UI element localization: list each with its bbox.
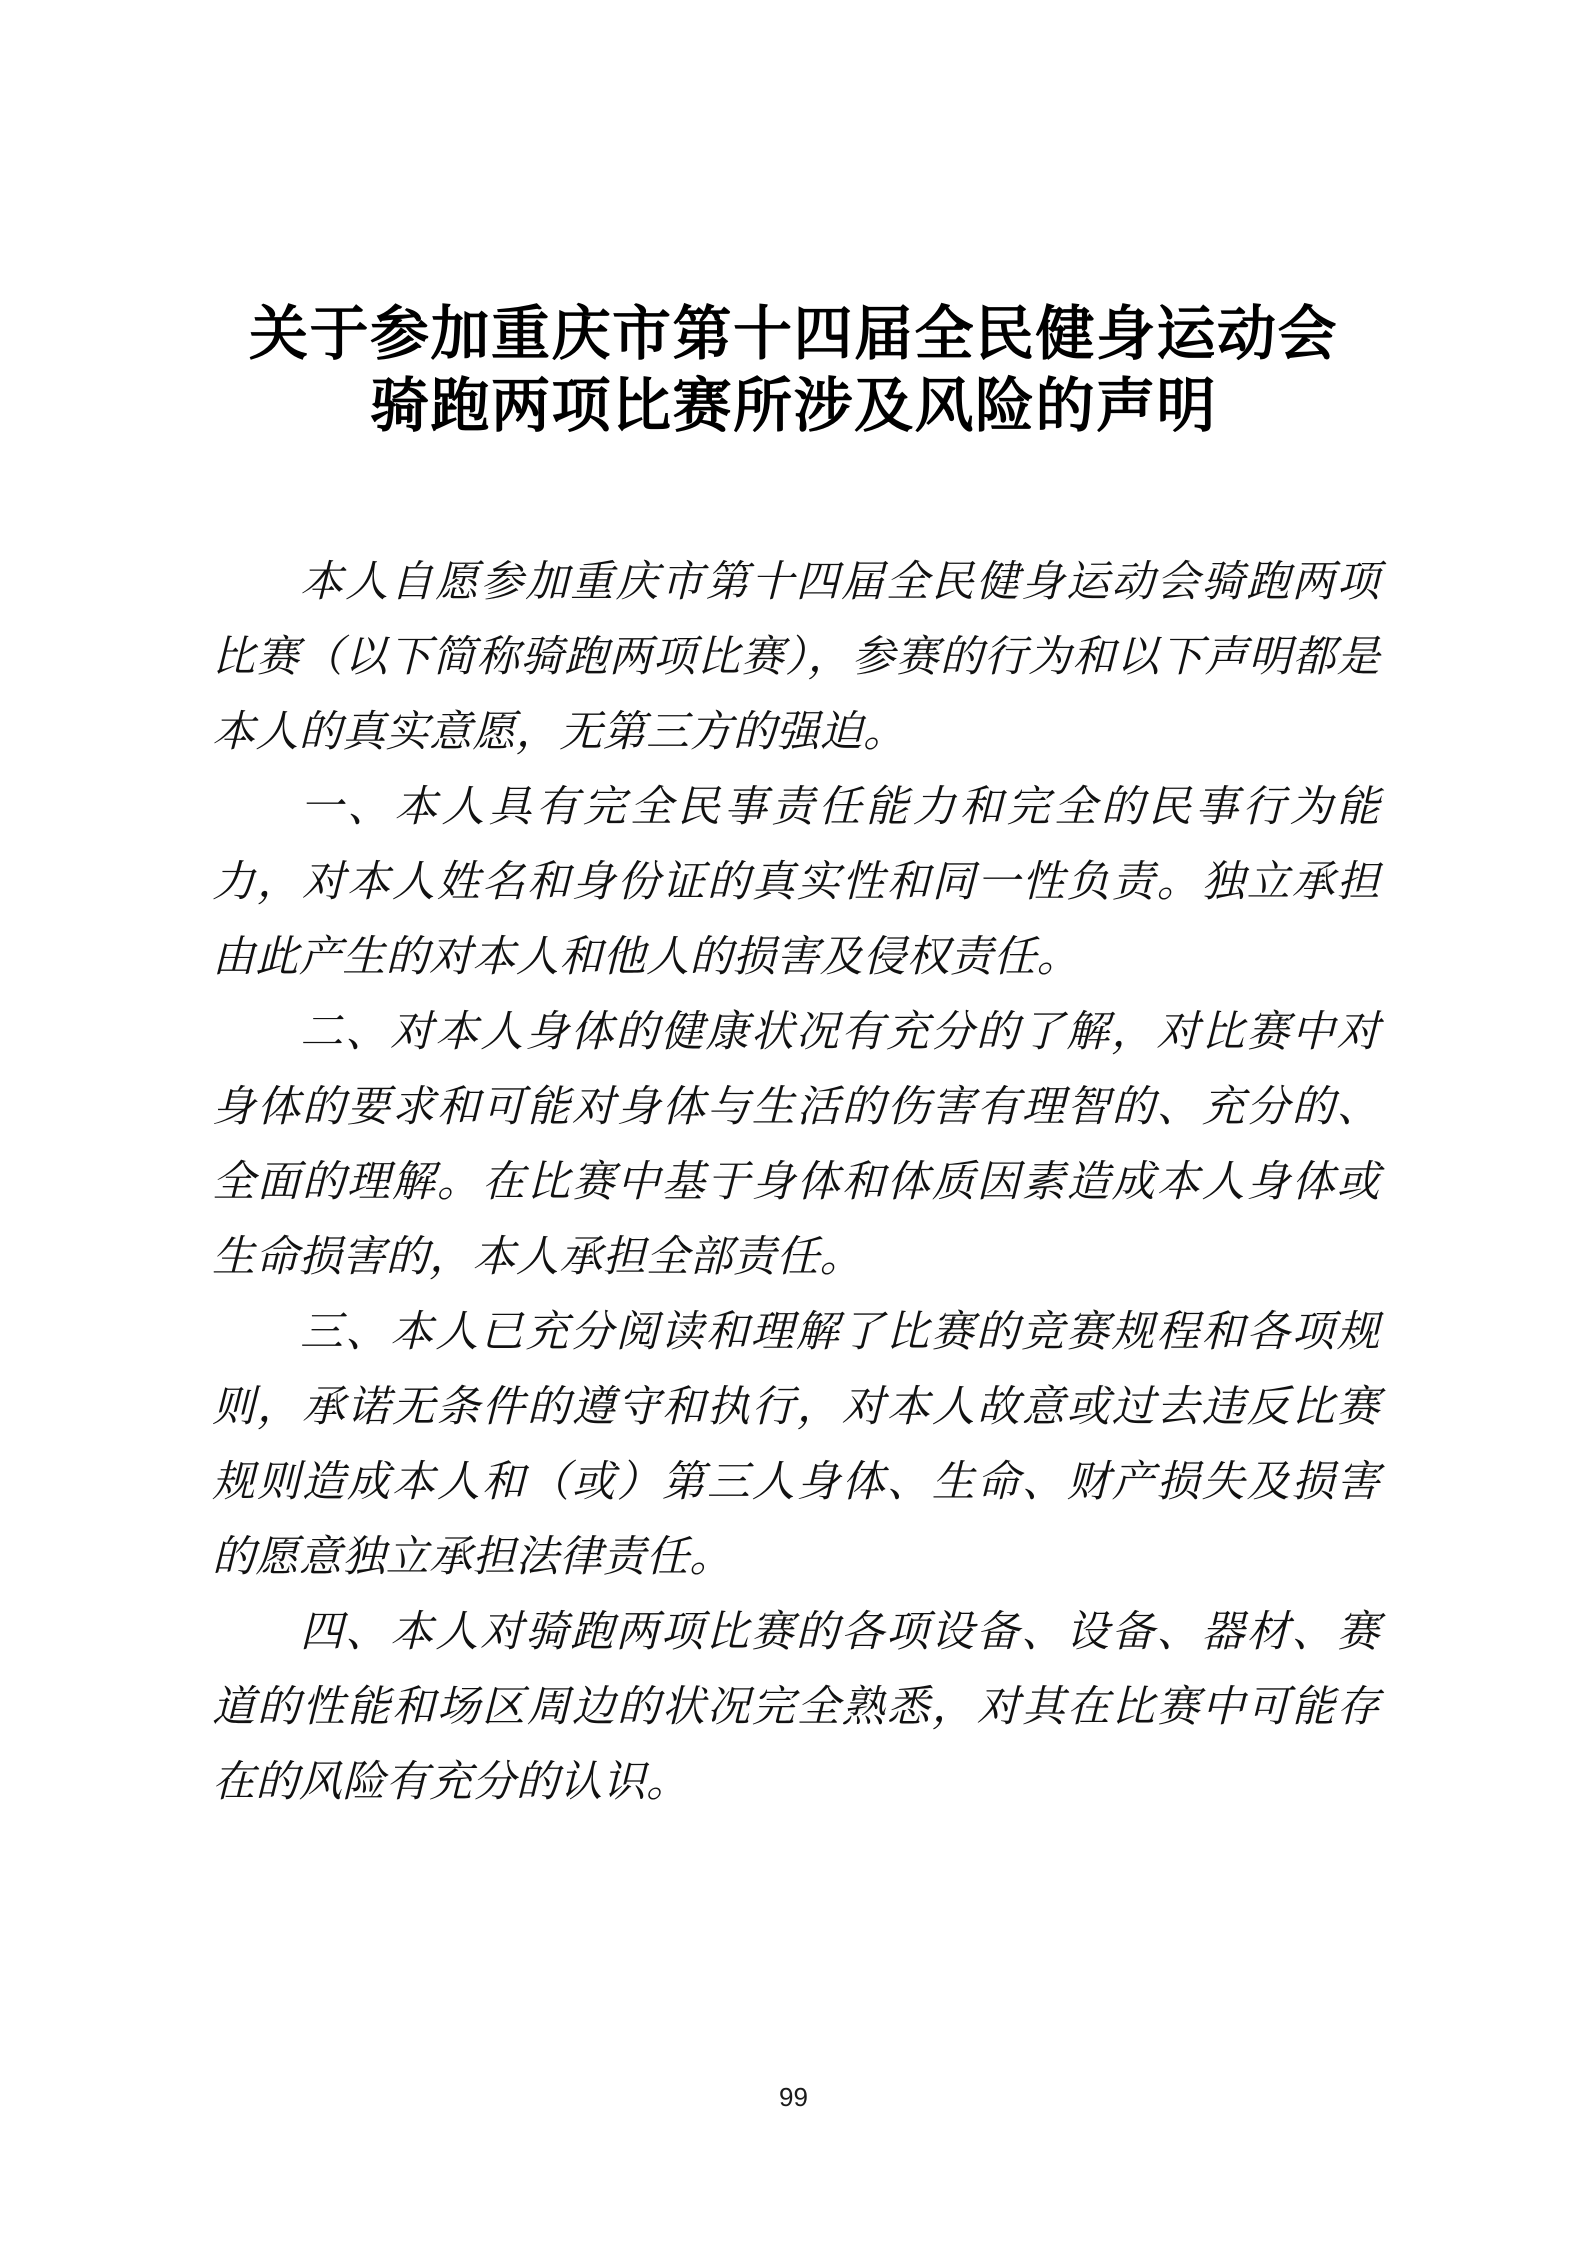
paragraph-clause-1: 一、本人具有完全民事责任能力和完全的民事行为能力，对本人姓名和身份证的真实性和同一性负责。独立承担由此产生的对本人和他人的损害及侵权责任。 <box>212 784 1380 981</box>
title-line-2: 骑跑两项比赛所涉及风险的声明 <box>369 373 1217 439</box>
paragraph-clause-4: 四、本人对骑跑两项比赛的各项设备、设备、器材、赛道的性能和场区周边的状况完全熟悉，对其在比赛中可能存在的风险有充分的认识。 <box>212 1609 1380 1806</box>
paragraph-clause-3: 三、本人已充分阅读和理解了比赛的竞赛规程和各项规则，承诺无条件的遵守和执行，对本人故意或过去违反比赛规则造成本人和（或）第三人身体、生命、财产损失及损害的愿意独立承担法律责任。 <box>212 1309 1380 1581</box>
title-line-1: 关于参加重庆市第十四届全民健身运动会 <box>248 301 1338 367</box>
document-body <box>212 545 1380 1820</box>
page-footer <box>0 2082 1587 2112</box>
page-number: 99 <box>779 2082 808 2112</box>
paragraph-preamble: 本人自愿参加重庆市第十四届全民健身运动会骑跑两项比赛（以下简称骑跑两项比赛），参赛的行为和以下声明都是本人的真实意愿，无第三方的强迫。 <box>212 559 1380 756</box>
paragraph-clause-2: 二、对本人身体的健康状况有充分的了解，对比赛中对身体的要求和可能对身体与生活的伤害有理智的、充分的、全面的理解。在比赛中基于身体和体质因素造成本人身体或生命损害的，本人承担全部责任。 <box>212 1009 1380 1281</box>
document-title <box>212 298 1375 442</box>
